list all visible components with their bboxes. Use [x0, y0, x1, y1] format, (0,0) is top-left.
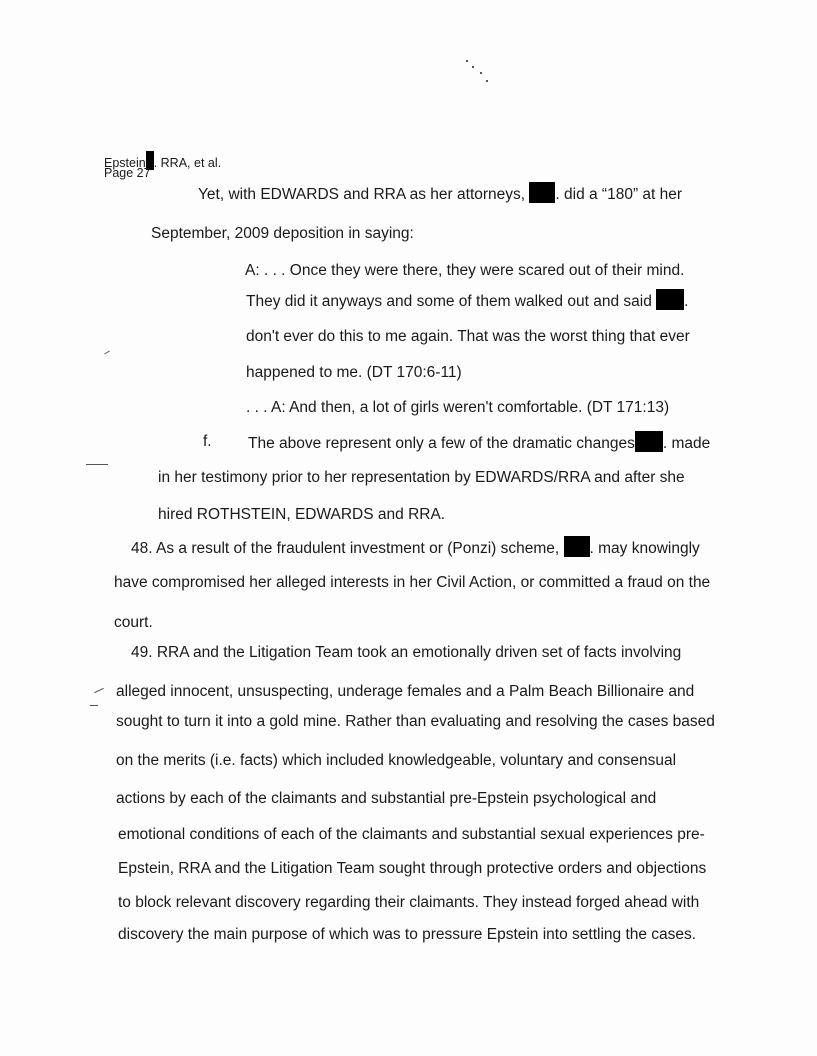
item-f-line-1: The above represent only a few of the dramatic changes . made [248, 431, 710, 454]
scan-mark [86, 464, 108, 465]
p48-line-2: have compromised her alleged interests in her Civil Action, or committed a fraud on the [114, 574, 711, 591]
scan-speck [486, 80, 488, 82]
scan-speck [466, 60, 468, 62]
p49-line-7: Epstein, RRA and the Litigation Team sought through protective orders and objections [118, 860, 707, 877]
p49-line-4: on the merits (i.e. facts) which included knowledgeable, voluntary and consensual [116, 752, 677, 769]
caption-left: Epstein [104, 156, 146, 170]
intro-line-1: Yet, with EDWARDS and RRA as her attorneys, . did a “180” at her [198, 182, 682, 205]
page-number: Page 27 [104, 166, 151, 180]
item-f-line-3: hired ROTHSTEIN, EDWARDS and RRA. [158, 506, 446, 523]
p49-line-9: discovery the main purpose of which was to pressure Epstein into settling the cases. [118, 926, 697, 943]
redaction-block [564, 536, 590, 557]
p49-line-8: to block relevant discovery regarding their claimants. They instead forged ahead with [118, 894, 700, 911]
intro-line-2: September, 2009 deposition in saying: [151, 225, 414, 242]
p49-line-1: 49. RRA and the Litigation Team took an emotionally driven set of facts involving [131, 644, 682, 661]
quote-line-3: don't ever do this to me again. That was the worst thing that ever [246, 328, 690, 345]
scan-speck [472, 66, 474, 68]
redaction-block [656, 289, 684, 310]
quote-line-1: A: . . . Once they were there, they were scared out of their mind. [245, 262, 685, 279]
p48-line-1: 48. As a result of the fraudulent investment or (Ponzi) scheme, . may knowingly [131, 536, 700, 559]
quote-line-2: They did it anyways and some of them walked out and said . [246, 289, 688, 312]
scan-mark [94, 688, 103, 693]
p49-line-5: actions by each of the claimants and substantial pre-Epstein psychological and [116, 790, 657, 807]
scan-mark [90, 705, 98, 706]
item-f-line-2: in her testimony prior to her representation by EDWARDS/RRA and after she [158, 469, 685, 486]
redaction-block [529, 182, 555, 203]
quote-line-5: . . . A: And then, a lot of girls weren't comfortable. (DT 171:13) [246, 399, 670, 416]
p49-line-2: alleged innocent, unsuspecting, underage females and a Palm Beach Billionaire and [116, 683, 695, 700]
p49-line-6: emotional conditions of each of the claimants and substantial sexual experiences pre- [118, 826, 705, 843]
scan-mark [104, 351, 110, 355]
scan-speck [480, 72, 482, 74]
item-f-marker: f. [203, 433, 212, 450]
p48-line-3: court. [114, 614, 153, 631]
redaction-block [635, 431, 663, 452]
quote-line-4: happened to me. (DT 170:6-11) [246, 364, 462, 381]
p49-line-3: sought to turn it into a gold mine. Rather than evaluating and resolving the cases based [116, 713, 715, 730]
caption-right: . RRA, et al. [153, 156, 222, 170]
